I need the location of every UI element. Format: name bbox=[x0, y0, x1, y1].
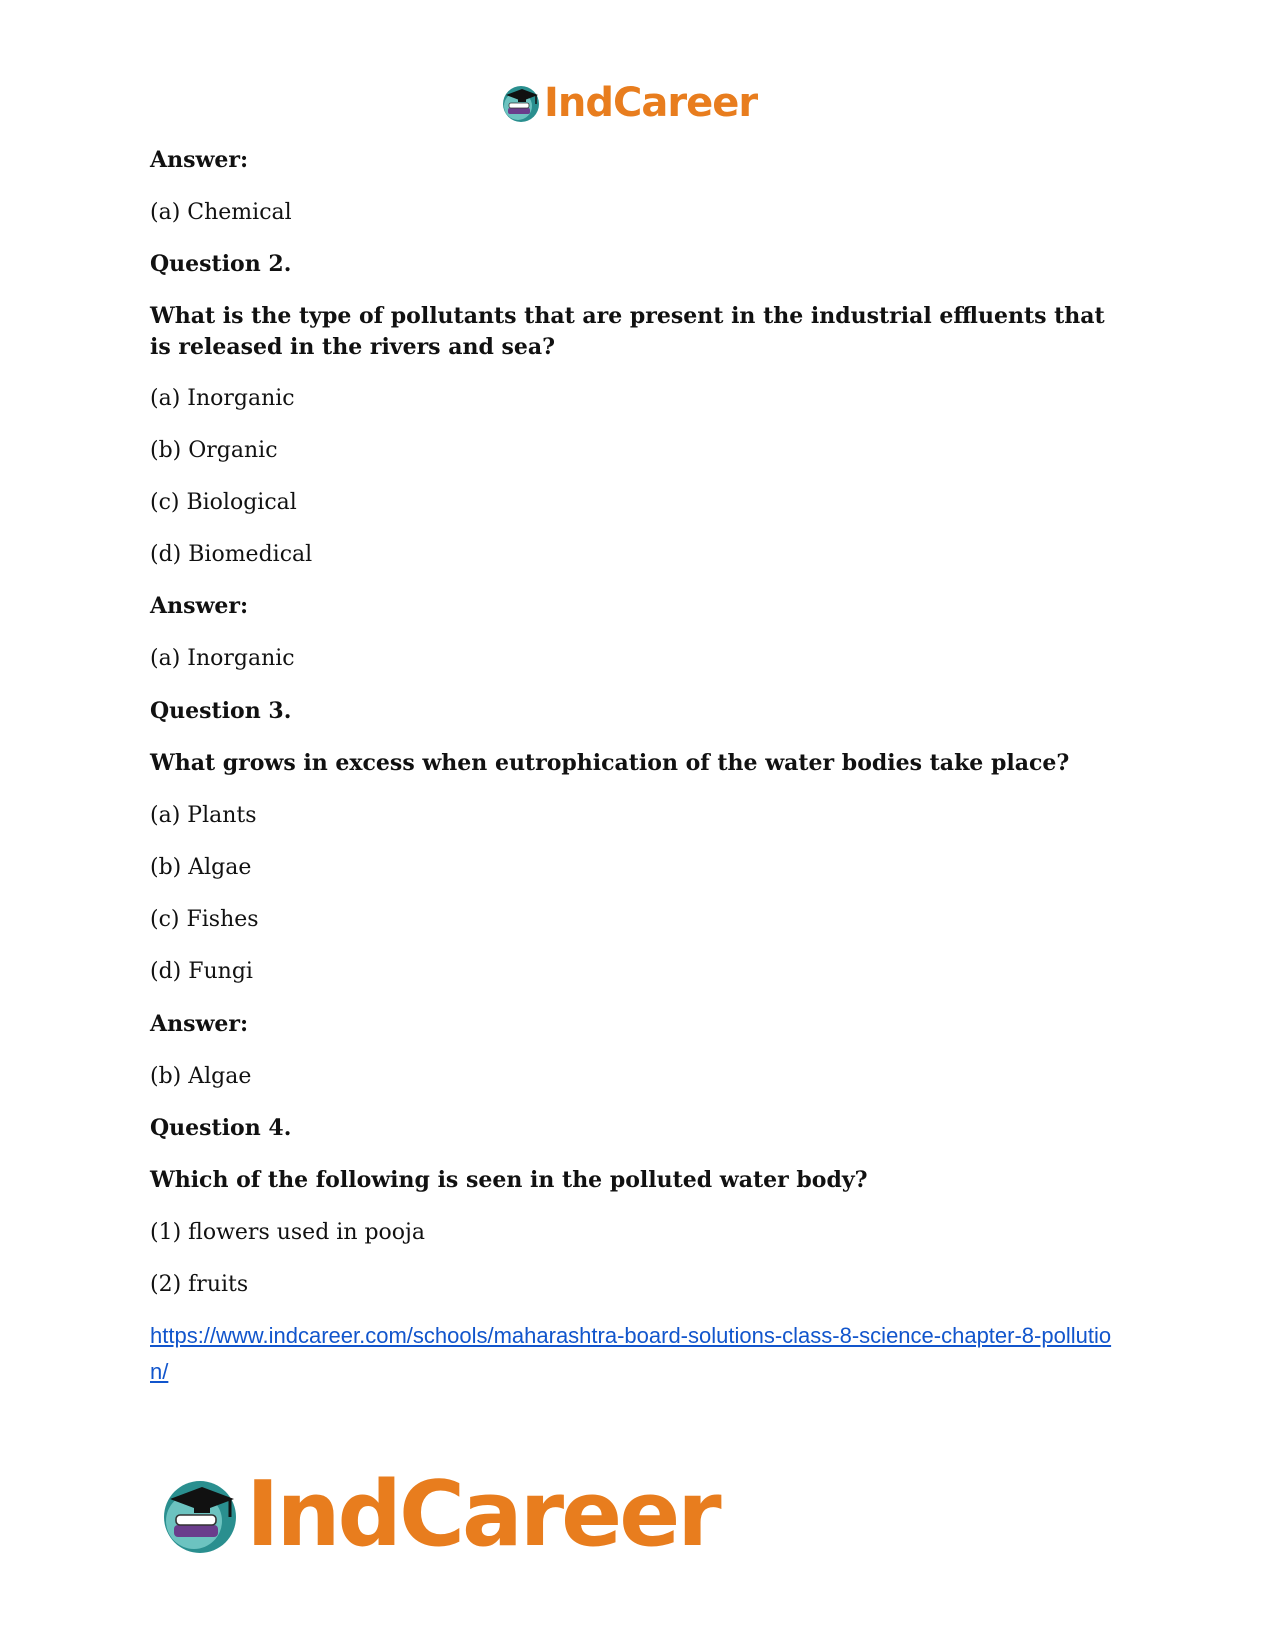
question-heading: Question 4. bbox=[150, 1115, 292, 1141]
option-text: (a) Plants bbox=[150, 803, 257, 828]
brand-name: IndCareer bbox=[544, 80, 758, 126]
option-text: (c) Biological bbox=[150, 490, 297, 515]
graduation-cap-icon bbox=[500, 82, 542, 124]
answer-text: (b) Algae bbox=[150, 1064, 252, 1089]
footer-logo bbox=[158, 1462, 719, 1567]
option-text: (1) flowers used in pooja bbox=[150, 1220, 425, 1245]
answer-label: Answer: bbox=[150, 593, 249, 619]
option-text: (d) Fungi bbox=[150, 959, 253, 984]
question-text: What grows in excess when eutrophication of the water bodies take place? bbox=[150, 750, 1070, 776]
option-text: (c) Fishes bbox=[150, 907, 259, 932]
header-logo bbox=[500, 78, 757, 128]
answer-label: Answer: bbox=[150, 147, 249, 173]
option-text: (b) Organic bbox=[150, 438, 278, 463]
answer-text: (a) Inorganic bbox=[150, 646, 295, 671]
question-text: What is the type of pollutants that are present in the industrial effluents that is released in the rivers and sea? bbox=[150, 303, 1105, 360]
graduation-cap-icon bbox=[158, 1473, 242, 1557]
question-heading: Question 2. bbox=[150, 251, 292, 277]
question-heading: Question 3. bbox=[150, 698, 292, 724]
brand-name: IndCareer bbox=[246, 1462, 719, 1567]
answer-label: Answer: bbox=[150, 1011, 249, 1037]
question-text: Which of the following is seen in the polluted water body? bbox=[150, 1167, 868, 1193]
option-text: (2) fruits bbox=[150, 1272, 249, 1297]
option-text: (a) Inorganic bbox=[150, 386, 295, 411]
option-text: (d) Biomedical bbox=[150, 542, 313, 567]
option-text: (b) Algae bbox=[150, 855, 252, 880]
source-link[interactable]: https://www.indcareer.com/schools/maharashtra-board-solutions-class-8-science-chapter-8-pollution/ bbox=[150, 1323, 1112, 1384]
answer-text: (a) Chemical bbox=[150, 200, 292, 225]
